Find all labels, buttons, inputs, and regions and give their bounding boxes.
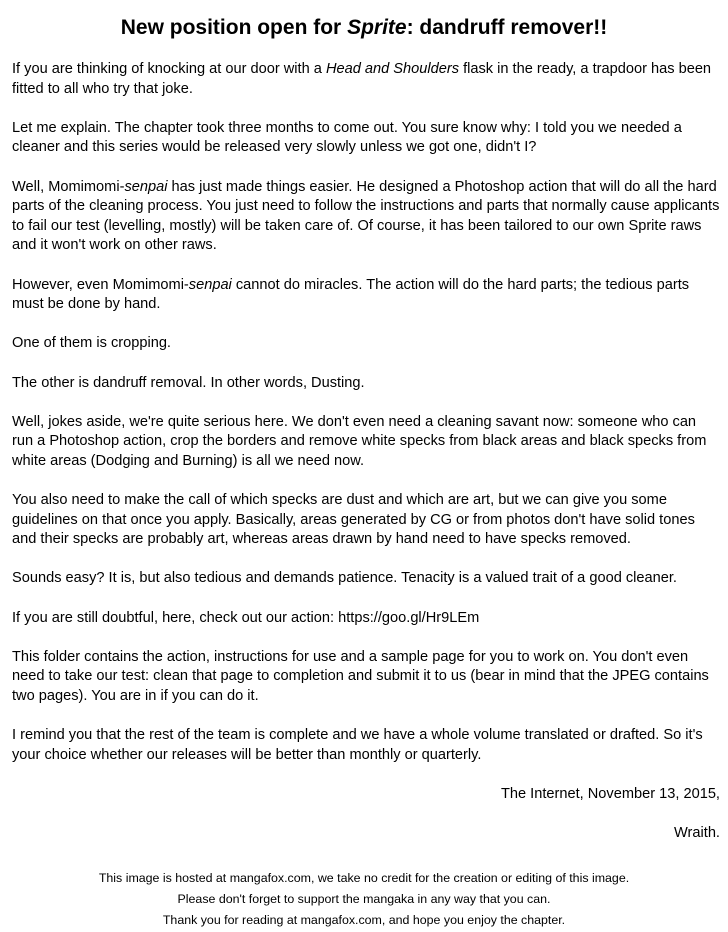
footer-line-2: Please don't forget to support the mangaka in any way that you can. (177, 892, 551, 906)
hosting-footer (0, 868, 728, 931)
action-link[interactable]: https://goo.gl/Hr9LEm (338, 609, 480, 626)
paragraph-11: This folder contains the action, instructions for use and a sample page for you to work on. You don't even need to take our test: clean that page to completion and submit it to us (bear in mind that the JPEG contains two pages). You are in if you can do it. (12, 648, 709, 704)
paragraph-2: Let me explain. The chapter took three months to come out. You sure know why: I told you we needed a cleaner and this series would be released very slowly unless we got one, didn't I? (12, 119, 682, 156)
paragraph-7: Well, jokes aside, we're quite serious here. We don't even need a cleaning savant now: someone who can run a Photoshop action, crop the borders and remove white specks from black areas and black specks from white areas (Dodging and Burning) is all we need now. (12, 413, 707, 469)
honorific: senpai (124, 178, 168, 195)
signature-name: Wraith. (674, 825, 720, 842)
footer-line-1: This image is hosted at mangafox.com, we take no credit for the creation or editing of this image. (98, 871, 630, 885)
footer-line-3: Thank you for reading at mangafox.com, and hope you enjoy the chapter. (162, 913, 566, 927)
paragraph-6: The other is dandruff removal. In other words, Dusting. (12, 374, 365, 391)
letter-body (12, 60, 720, 863)
paragraph-3: Well, Momimomi-senpai has just made things easier. He designed a Photoshop action that will do all the hard parts of the cleaning process. You just need to follow the instructions and parts that normally cause applicants to fail our test (levelling, mostly) will be taken care of. Of course, it has been tailored to our own Sprite raws and it won't work on other raws. (12, 178, 720, 254)
paragraph-9: Sounds easy? It is, but also tedious and demands patience. Tenacity is a valued trait of a good cleaner. (12, 570, 677, 587)
title-suffix: : dandruff remover!! (406, 16, 608, 39)
paragraph-10: If you are still doubtful, here, check out our action: https://goo.gl/Hr9LEm (12, 609, 480, 626)
paragraph-1: If you are thinking of knocking at our door with a Head and Shoulders flask in the ready, a trapdoor has been fitted to all who try that joke. (12, 61, 712, 97)
paragraph-4: However, even Momimomi-senpai cannot do miracles. The action will do the hard parts; the tedious parts must be done by hand. (12, 276, 690, 313)
honorific: senpai (188, 276, 232, 293)
title-prefix: New position open for (120, 16, 348, 39)
product-name: Head and Shoulders (325, 61, 460, 77)
signature-place-date: The Internet, November 13, 2015, (500, 785, 720, 802)
paragraph-5: One of them is cropping. (12, 335, 171, 352)
paragraph-8: You also need to make the call of which specks are dust and which are art, but we can give you some guidelines on that once you apply. Basically, areas generated by CG or from photos don't have solid tones and their specks are probably art, whereas areas drawn by hand need to have specks removed. (12, 492, 695, 548)
paragraph-12: I remind you that the rest of the team is complete and we have a whole volume translated or drafted. So it's your choice whether our releases will be better than monthly or quarterly. (12, 727, 703, 763)
title-series-name: Sprite (347, 16, 407, 39)
page-title (0, 14, 728, 42)
